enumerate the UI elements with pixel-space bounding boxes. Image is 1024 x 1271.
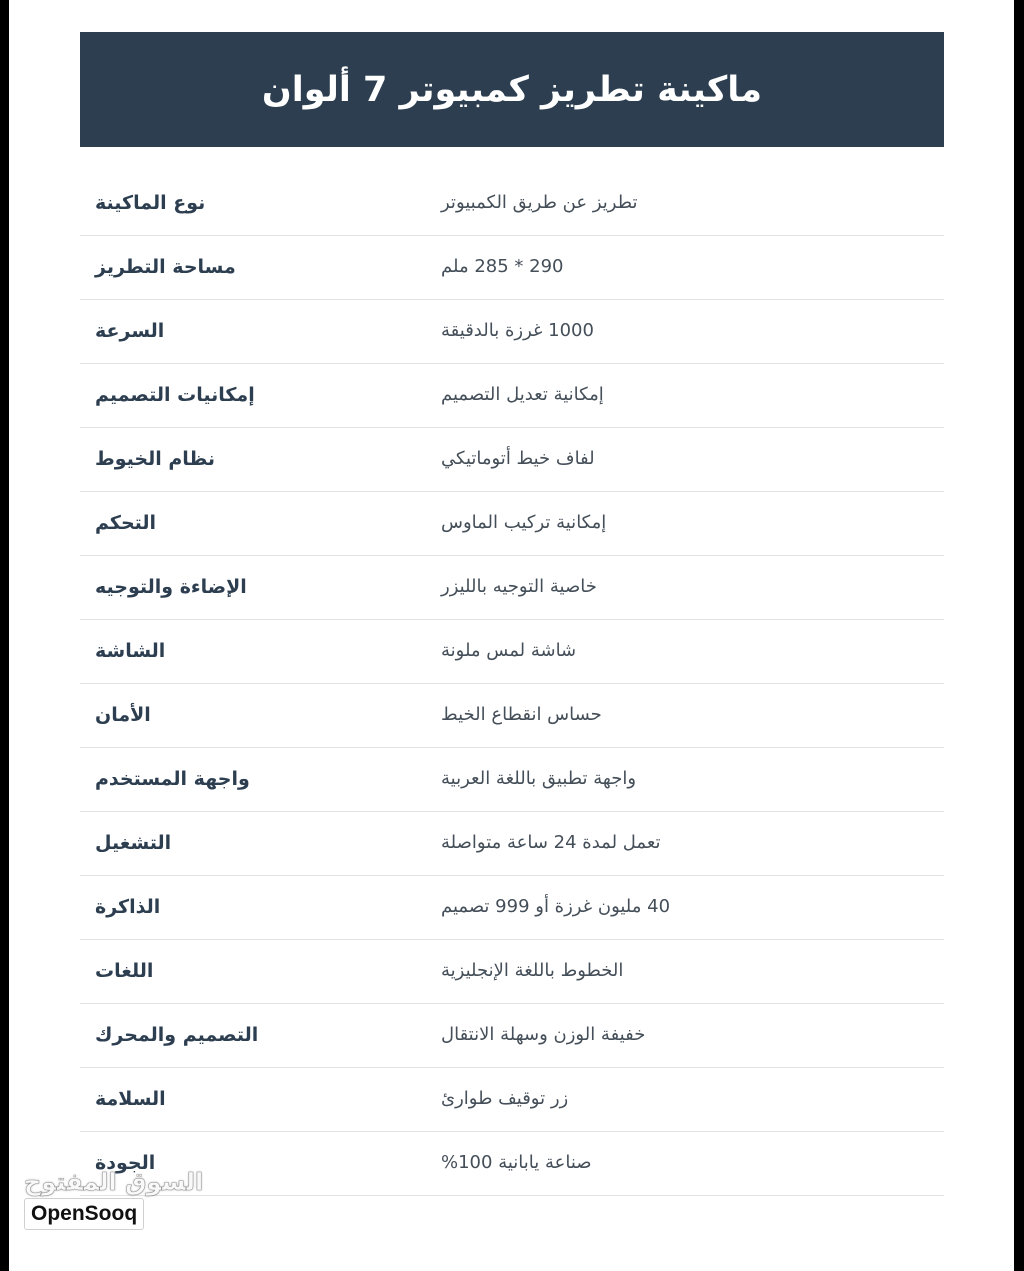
spec-value: واجهة تطبيق باللغة العربية bbox=[441, 768, 637, 789]
spec-label: نظام الخيوط bbox=[95, 448, 216, 470]
spec-label: الذاكرة bbox=[95, 896, 161, 918]
spec-value: تطريز عن طريق الكمبيوتر bbox=[441, 192, 638, 213]
spec-value: إمكانية تركيب الماوس bbox=[441, 512, 607, 533]
spec-label: التصميم والمحرك bbox=[95, 1024, 259, 1046]
opensooq-watermark bbox=[24, 1168, 203, 1230]
spec-value: حساس انقطاع الخيط bbox=[441, 704, 602, 725]
title-banner bbox=[80, 32, 944, 147]
spec-value: 40 مليون غرزة أو 999 تصميم bbox=[441, 896, 671, 917]
spec-value: صناعة يابانية 100% bbox=[441, 1152, 592, 1173]
spec-label: السلامة bbox=[95, 1088, 166, 1110]
spec-row bbox=[80, 940, 944, 1004]
spec-label: واجهة المستخدم bbox=[95, 768, 250, 790]
spec-sheet bbox=[80, 32, 944, 1196]
spec-label: الشاشة bbox=[95, 640, 166, 662]
spec-row bbox=[80, 428, 944, 492]
left-frame-edge bbox=[0, 0, 9, 1271]
spec-row bbox=[80, 684, 944, 748]
spec-value: لفاف خيط أتوماتيكي bbox=[441, 448, 595, 469]
spec-label: الأمان bbox=[95, 704, 151, 726]
spec-value: خفيفة الوزن وسهلة الانتقال bbox=[441, 1024, 646, 1045]
spec-row bbox=[80, 300, 944, 364]
spec-row bbox=[80, 1004, 944, 1068]
spec-value: 1000 غرزة بالدقيقة bbox=[441, 320, 594, 341]
spec-row bbox=[80, 556, 944, 620]
spec-row bbox=[80, 1132, 944, 1196]
spec-row bbox=[80, 364, 944, 428]
specs-table bbox=[80, 172, 944, 1196]
right-frame-edge bbox=[1014, 0, 1024, 1271]
spec-label: التشغيل bbox=[95, 832, 172, 854]
spec-value: شاشة لمس ملونة bbox=[441, 640, 577, 661]
spec-label: إمكانيات التصميم bbox=[95, 384, 255, 406]
spec-row bbox=[80, 748, 944, 812]
spec-row bbox=[80, 876, 944, 940]
spec-value: تعمل لمدة 24 ساعة متواصلة bbox=[441, 832, 661, 853]
watermark-brand-badge: OpenSooq bbox=[24, 1198, 144, 1230]
spec-label: التحكم bbox=[95, 512, 157, 534]
spec-value: خاصية التوجيه بالليزر bbox=[441, 576, 597, 597]
spec-label: نوع الماكينة bbox=[95, 192, 206, 214]
spec-row bbox=[80, 1068, 944, 1132]
spec-row bbox=[80, 620, 944, 684]
spec-row bbox=[80, 172, 944, 236]
spec-label: السرعة bbox=[95, 320, 165, 342]
spec-label: اللغات bbox=[95, 960, 154, 982]
spec-label: الإضاءة والتوجيه bbox=[95, 576, 247, 598]
watermark-arabic-text: السوق المفتوح bbox=[24, 1168, 204, 1196]
spec-label: مساحة التطريز bbox=[95, 256, 236, 278]
page-title: ماكينة تطريز كمبيوتر 7 ألوان bbox=[261, 69, 763, 110]
spec-row bbox=[80, 812, 944, 876]
spec-value: 290 * 285 ملم bbox=[441, 256, 564, 277]
spec-value: زر توقيف طوارئ bbox=[441, 1088, 569, 1109]
spec-value: إمكانية تعديل التصميم bbox=[441, 384, 604, 405]
spec-row bbox=[80, 236, 944, 300]
spec-label: الجودة bbox=[95, 1152, 156, 1174]
spec-row bbox=[80, 492, 944, 556]
spec-value: الخطوط باللغة الإنجليزية bbox=[441, 960, 624, 981]
